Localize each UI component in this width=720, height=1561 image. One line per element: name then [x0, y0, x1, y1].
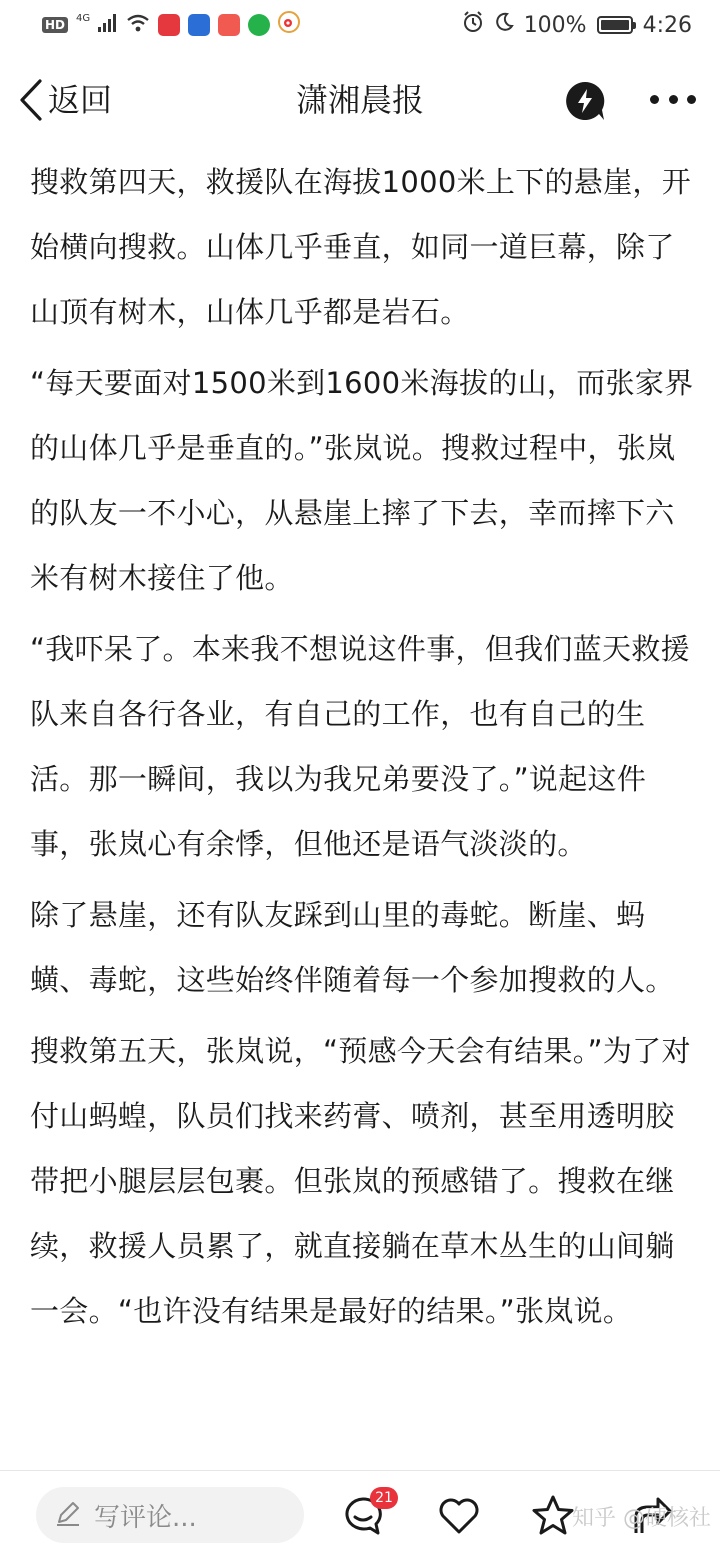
status-bar-right: [462, 11, 692, 39]
hd-indicator: HD: [42, 17, 68, 33]
more-dot: [687, 95, 696, 104]
app-header: [0, 60, 720, 140]
battery-icon: [597, 16, 633, 34]
blue-app-icon: [188, 14, 210, 36]
battery-percent: 100%: [523, 12, 587, 38]
like-button[interactable]: [436, 1493, 482, 1539]
article-paragraph: “我吓呆了。本来我不想说这件事，但我们蓝天救援队来自各行各业，有自己的工作，也有自己的生活。那一瞬间，我以为我兄弟要没了。”说起这件事，张岚心有余悸，但他还是语气淡淡的。: [30, 632, 690, 861]
huawei-app-icon: [158, 14, 180, 36]
comment-placeholder: 写评论...: [94, 1502, 197, 1533]
bottom-action-bar: [0, 1470, 720, 1561]
article-paragraph: “每天要面对1500米到1600米海拔的山，而张家界的山体几乎是垂直的。”张岚说。搜救过程中，张岚的队友一不小心，从悬崖上摔了下去，幸而摔下六米有树木接住了他。: [30, 366, 694, 595]
article-paragraph: 搜救第四天，救援队在海拔1000米上下的悬崖，开始横向搜救。山体几乎垂直，如同一道巨幕，除了山顶有树木，山体几乎都是岩石。: [30, 165, 692, 329]
moon-icon: [494, 12, 514, 38]
page-title: 潇湘晨报: [295, 81, 424, 119]
more-dots-icon: [650, 95, 659, 104]
status-bar: [0, 0, 720, 50]
star-icon: [530, 1524, 576, 1543]
back-button[interactable]: [18, 78, 112, 122]
chevron-left-icon: [18, 78, 44, 122]
battery-fill: [601, 20, 629, 30]
clock: 4:26: [642, 12, 692, 38]
status-bar-left: [42, 11, 300, 39]
heart-icon: [436, 1524, 482, 1543]
signal-icon: [98, 13, 118, 38]
comment-input[interactable]: [36, 1487, 304, 1543]
watermark: 知乎 @硬核社: [572, 1506, 711, 1531]
red-app-icon: [218, 14, 240, 36]
lightning-bubble-icon: [564, 107, 606, 126]
comment-count-badge: 21: [370, 1487, 398, 1509]
more-dot: [669, 95, 678, 104]
article-paragraph: 搜救第五天，张岚说，“预感今天会有结果。”为了对付山蚂蝗，队员们找来药膏、喷剂，甚至用透明胶带把小腿层层包裹。但张岚的预感错了。搜救在继续，救援人员累了，就直接躺在草木丛生的山间躺一会。“也许没有结果是最好的结果。”张岚说。: [30, 1034, 691, 1328]
alarm-icon: [462, 11, 484, 39]
weibo-icon: [278, 11, 300, 39]
quick-share-button[interactable]: [564, 80, 606, 122]
more-button[interactable]: [650, 84, 696, 114]
back-label: 返回: [48, 81, 113, 119]
network-type: 4G: [76, 13, 91, 24]
comment-bubble-icon: [340, 1524, 386, 1543]
pencil-icon: [54, 1499, 82, 1531]
green-app-icon: [248, 14, 270, 36]
wifi-icon: [126, 13, 150, 38]
article-paragraph: 除了悬崖，还有队友踩到山里的毒蛇。断崖、蚂蟥、毒蛇，这些始终伴随着每一个参加搜救的人。: [30, 898, 675, 997]
favorite-button[interactable]: [530, 1493, 576, 1539]
article-body: [30, 150, 698, 1468]
